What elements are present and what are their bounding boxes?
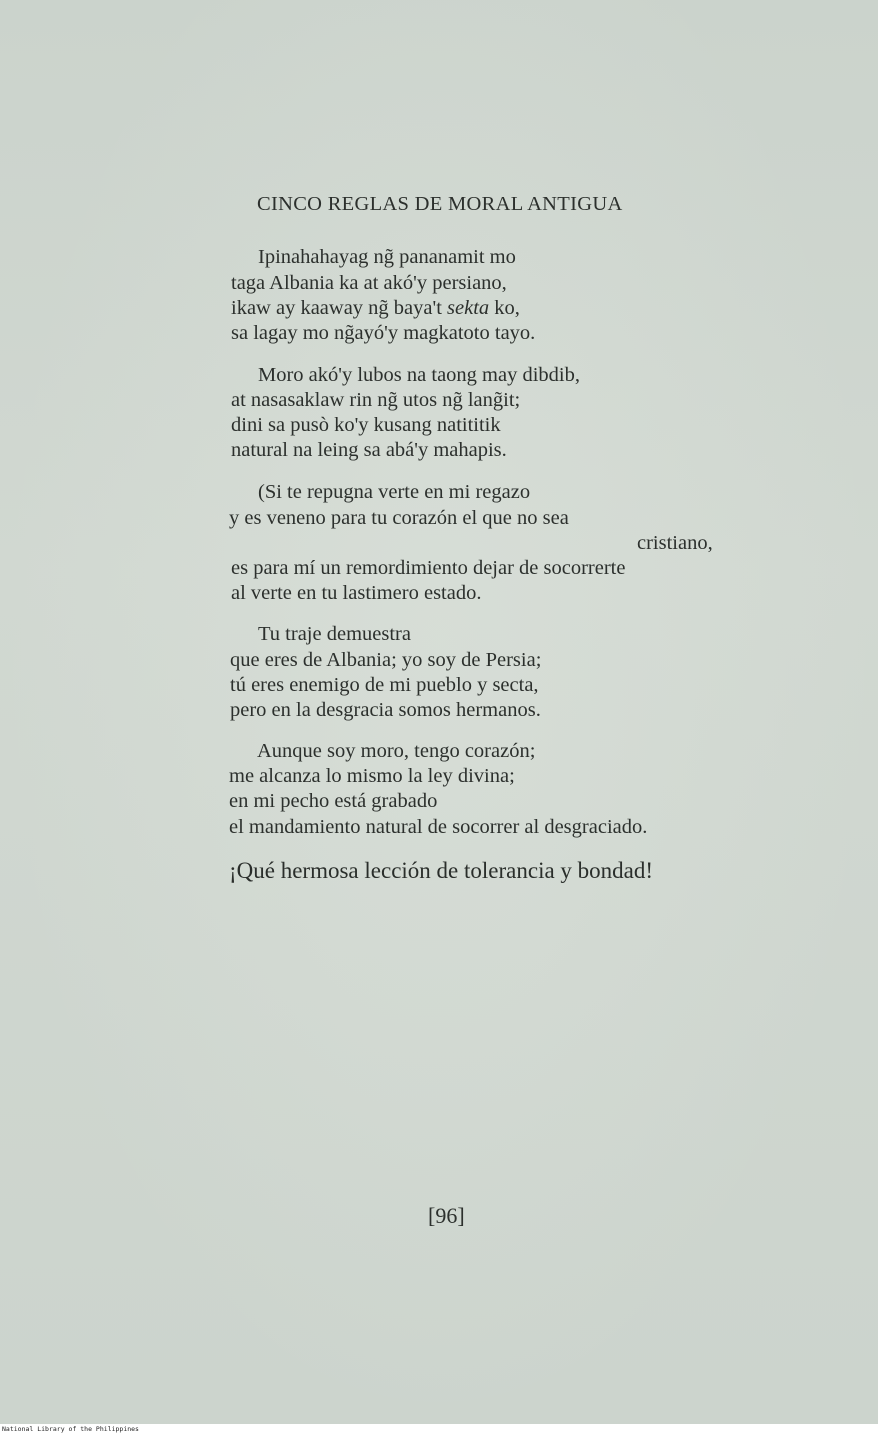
stanza-5-line-2: me alcanza lo mismo la ley divina;	[229, 765, 515, 787]
library-watermark: National Library of the Philippines	[2, 1425, 139, 1433]
italic-word: sekta	[447, 297, 490, 319]
stanza-4-line-2: que eres de Albania; yo soy de Persia;	[230, 649, 542, 671]
stanza-4-line-3: tú eres enemigo de mi pueblo y secta,	[230, 674, 539, 696]
stanza-3-line-1: (Si te repugna verte en mi regazo	[258, 481, 531, 503]
stanza-1-line-1: Ipinahahayag ng̃ pananamit mo	[258, 246, 516, 268]
closing-exclamation: ¡Qué hermosa lección de tolerancia y bondad!	[229, 858, 654, 883]
stanza-1-line-3	[231, 296, 520, 320]
line-text: ikaw ay kaaway ng̃ baya't	[231, 297, 448, 319]
stanza-3-line-2-continuation: cristiano,	[637, 532, 713, 554]
poem-title: CINCO REGLAS DE MORAL ANTIGUA	[257, 193, 623, 215]
stanza-2-line-1: Moro akó'y lubos na taong may dibdib,	[258, 364, 580, 386]
stanza-2-line-4: natural na leing sa abá'y mahapis.	[231, 439, 507, 461]
stanza-1-line-2: taga Albania ka at akó'y persiano,	[231, 272, 507, 294]
stanza-5-line-3: en mi pecho está grabado	[229, 790, 438, 812]
line-text: ko,	[489, 297, 520, 319]
page-number: [96]	[428, 1203, 465, 1228]
stanza-4-line-1: Tu traje demuestra	[258, 623, 411, 645]
stanza-5-line-4: el mandamiento natural de socorrer al desgraciado.	[229, 816, 648, 838]
stanza-2-line-3: dini sa pusò ko'y kusang natititik	[231, 414, 501, 436]
stanza-1-line-4: sa lagay mo ng̃ayó'y magkatoto tayo.	[231, 322, 536, 344]
stanza-3-line-3: es para mí un remordimiento dejar de socorrerte	[231, 557, 626, 579]
stanza-4-line-4: pero en la desgracia somos hermanos.	[230, 699, 541, 721]
stanza-5-line-1: Aunque soy moro, tengo corazón;	[257, 740, 536, 762]
stanza-2-line-2: at nasasaklaw rin ng̃ utos ng̃ lang̃it;	[231, 389, 521, 411]
stanza-3-line-2: y es veneno para tu corazón el que no sea	[229, 507, 569, 529]
stanza-3-line-4: al verte en tu lastimero estado.	[231, 582, 482, 604]
